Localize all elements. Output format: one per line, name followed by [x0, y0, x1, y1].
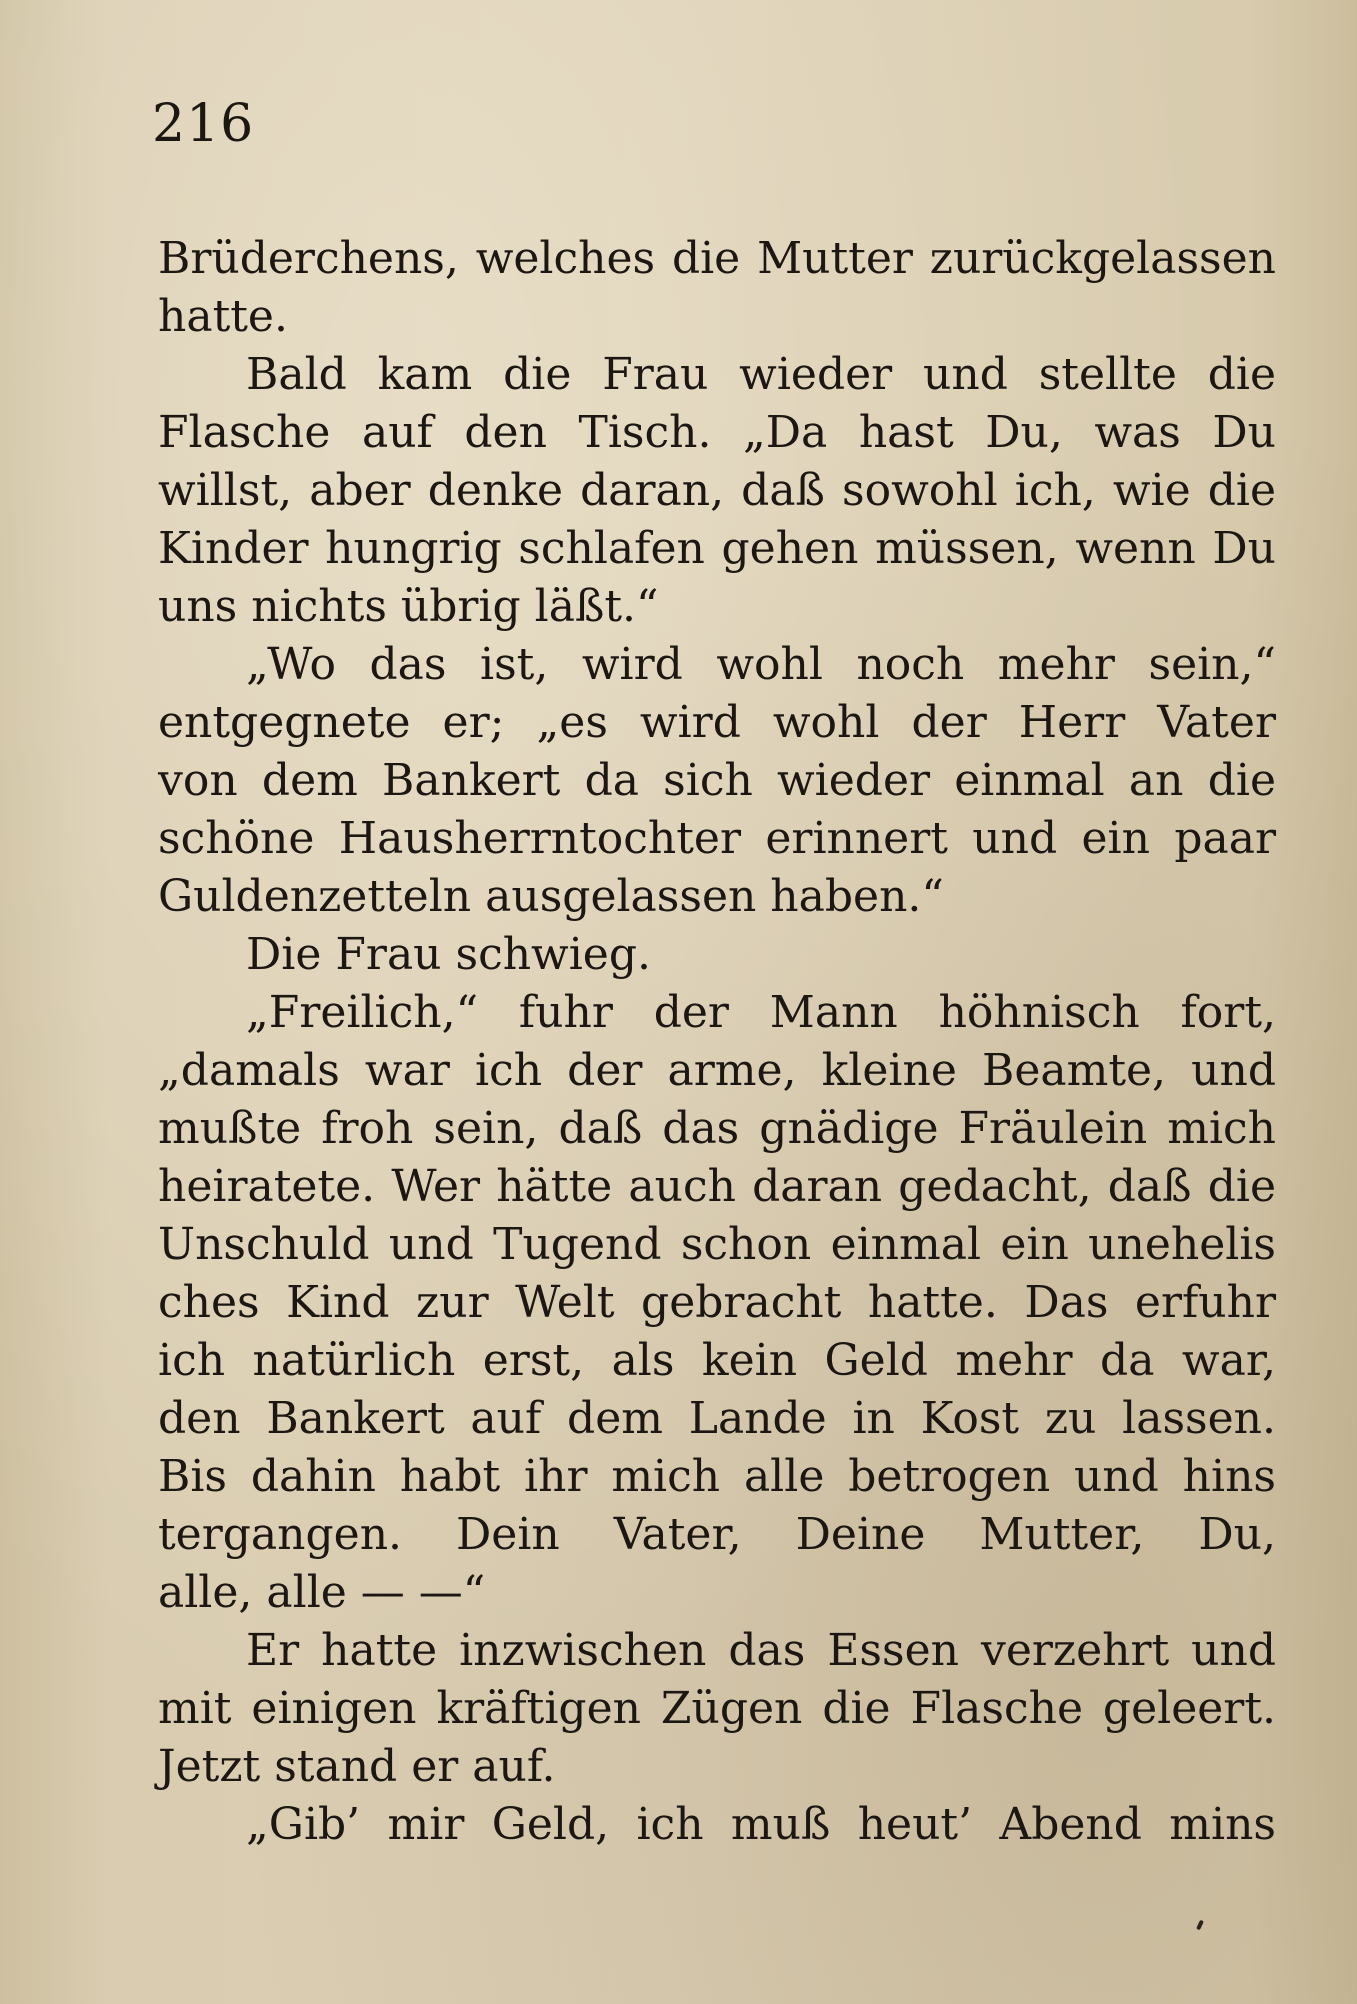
page-number: 216 [152, 94, 255, 154]
text-line: uns nichts übrig läßt.“ [158, 581, 659, 632]
text-line: Die Frau schwieg. [246, 929, 651, 980]
text-line: heiratete. Wer hätte auch daran gedacht, daß die [158, 1161, 1276, 1212]
text-line: Jetzt stand er auf. [158, 1741, 556, 1792]
text-line: Flasche auf den Tisch. „Da hast Du, was Du [158, 407, 1276, 458]
text-line: alle, alle — —“ [158, 1567, 486, 1618]
text-line: ich natürlich erst, als kein Geld mehr da war, [158, 1335, 1276, 1386]
text-line: Bis dahin habt ihr mich alle betrogen und hins [158, 1451, 1276, 1502]
text-line: Kinder hungrig schlafen gehen müssen, wenn Du [158, 523, 1276, 574]
text-line: ches Kind zur Welt gebracht hatte. Das erfuhr [158, 1277, 1276, 1328]
text-line: Er hatte inzwischen das Essen verzehrt und [246, 1625, 1276, 1676]
text-line: mit einigen kräftigen Zügen die Flasche geleert. [158, 1683, 1276, 1734]
text-line: willst, aber denke daran, daß sowohl ich, wie die [158, 465, 1276, 516]
text-line: von dem Bankert da sich wieder einmal an die [158, 755, 1276, 806]
text-line: tergangen. Dein Vater, Deine Mutter, Du, [158, 1509, 1276, 1560]
text-line: mußte froh sein, daß das gnädige Fräulein mich [158, 1103, 1276, 1154]
text-line: „damals war ich der arme, kleine Beamte, und [158, 1045, 1276, 1096]
ink-speck [1196, 1920, 1204, 1931]
text-line: schöne Hausherrntochter erinnert und ein paar [158, 813, 1276, 864]
text-line: den Bankert auf dem Lande in Kost zu lassen. [158, 1393, 1276, 1444]
text-line: „Freilich,“ fuhr der Mann höhnisch fort, [246, 987, 1276, 1038]
text-line: Bald kam die Frau wieder und stellte die [246, 349, 1276, 400]
text-line: Brüderchens, welches die Mutter zurückgelassen [158, 233, 1276, 284]
text-line: Guldenzetteln ausgelassen haben.“ [158, 871, 944, 922]
text-line: entgegnete er; „es wird wohl der Herr Vater [158, 697, 1276, 748]
text-line: hatte. [158, 291, 288, 342]
text-line: „Wo das ist, wird wohl noch mehr sein,“ [246, 639, 1276, 690]
body-text [158, 230, 1276, 1854]
text-line: Unschuld und Tugend schon einmal ein unehelis [158, 1219, 1276, 1270]
text-line: „Gib’ mir Geld, ich muß heut’ Abend mins [246, 1799, 1276, 1850]
